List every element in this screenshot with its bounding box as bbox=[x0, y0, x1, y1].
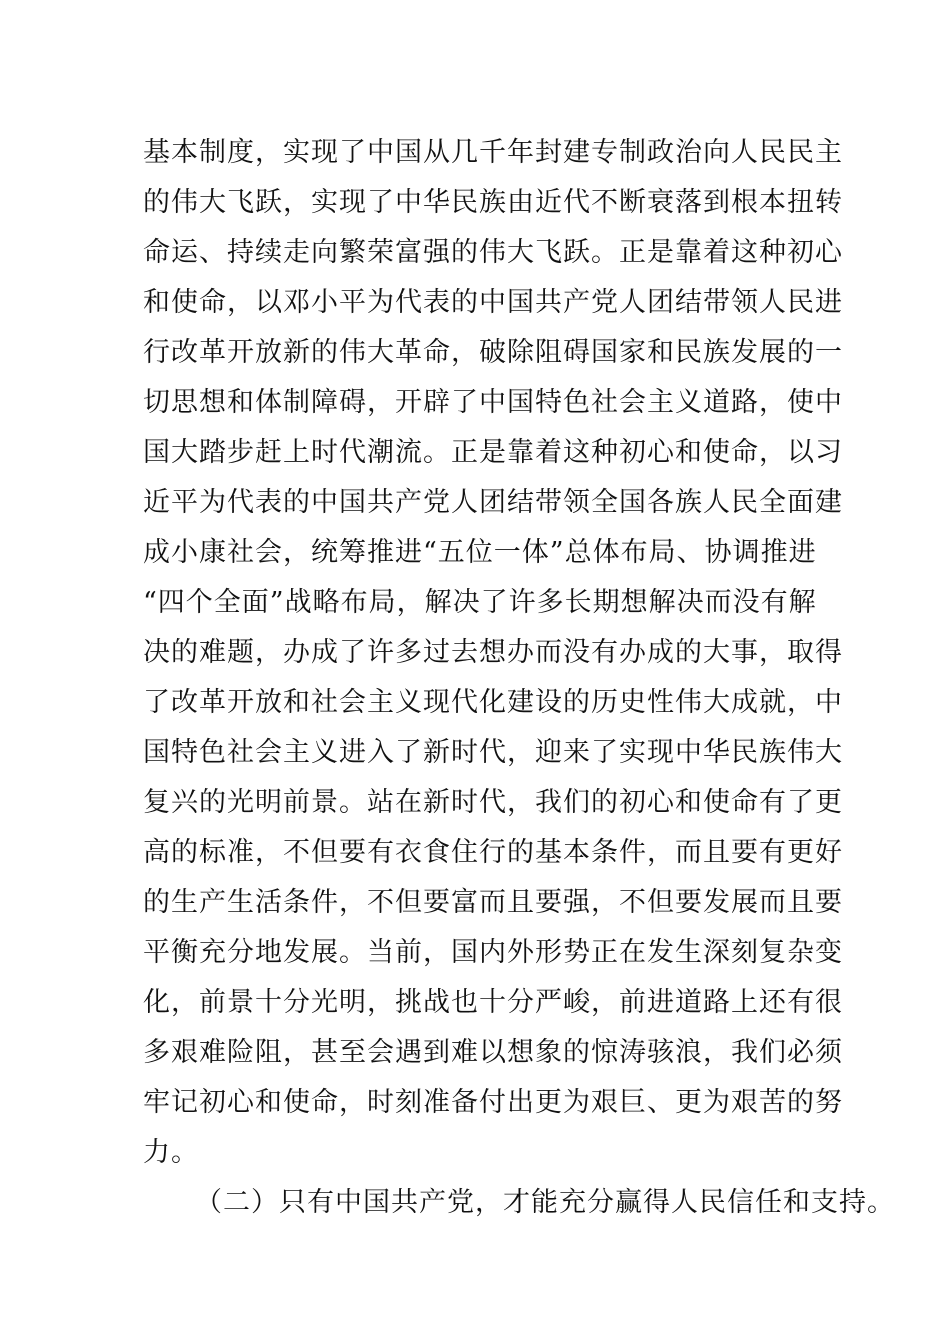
text-line: 成小康社会，统筹推进“五位一体”总体布局、协调推进 bbox=[143, 537, 817, 568]
body-text bbox=[143, 128, 895, 1228]
section-heading: （二）只有中国共产党，才能充分赢得人民信任和支持。 bbox=[195, 1187, 895, 1218]
text-line: 决的难题，办成了许多过去想办而没有办成的大事，取得 bbox=[143, 637, 843, 668]
text-line: 和使命，以邓小平为代表的中国共产党人团结带领人民进 bbox=[143, 287, 843, 318]
text-line: 了改革开放和社会主义现代化建设的历史性伟大成就，中 bbox=[143, 687, 843, 718]
text-line: 命运、持续走向繁荣富强的伟大飞跃。正是靠着这种初心 bbox=[143, 237, 843, 268]
text-line: 多艰难险阻，甚至会遇到难以想象的惊涛骇浪，我们必须 bbox=[143, 1037, 843, 1068]
text-line: 复兴的光明前景。站在新时代，我们的初心和使命有了更 bbox=[143, 787, 843, 818]
text-line: 国大踏步赶上时代潮流。正是靠着这种初心和使命，以习 bbox=[143, 437, 843, 468]
text-line: 基本制度，实现了中国从几千年封建专制政治向人民民主 bbox=[143, 137, 843, 168]
text-line: 牢记初心和使命，时刻准备付出更为艰巨、更为艰苦的努 bbox=[143, 1087, 843, 1118]
text-line: 切思想和体制障碍，开辟了中国特色社会主义道路，使中 bbox=[143, 387, 843, 418]
text-line: 化，前景十分光明，挑战也十分严峻，前进道路上还有很 bbox=[143, 987, 843, 1018]
text-line: 的伟大飞跃，实现了中华民族由近代不断衰落到根本扭转 bbox=[143, 187, 843, 218]
text-line: 力。 bbox=[143, 1137, 199, 1168]
text-line: 高的标准，不但要有衣食住行的基本条件，而且要有更好 bbox=[143, 837, 843, 868]
text-line: 的生产生活条件，不但要富而且要强，不但要发展而且要 bbox=[143, 887, 843, 918]
text-line: “四个全面”战略布局，解决了许多长期想解决而没有解 bbox=[143, 587, 817, 618]
text-line: 行改革开放新的伟大革命，破除阻碍国家和民族发展的一 bbox=[143, 337, 843, 368]
text-line: 国特色社会主义进入了新时代，迎来了实现中华民族伟大 bbox=[143, 737, 843, 768]
text-line: 平衡充分地发展。当前，国内外形势正在发生深刻复杂变 bbox=[143, 937, 843, 968]
text-line: 近平为代表的中国共产党人团结带领全国各族人民全面建 bbox=[143, 487, 843, 518]
